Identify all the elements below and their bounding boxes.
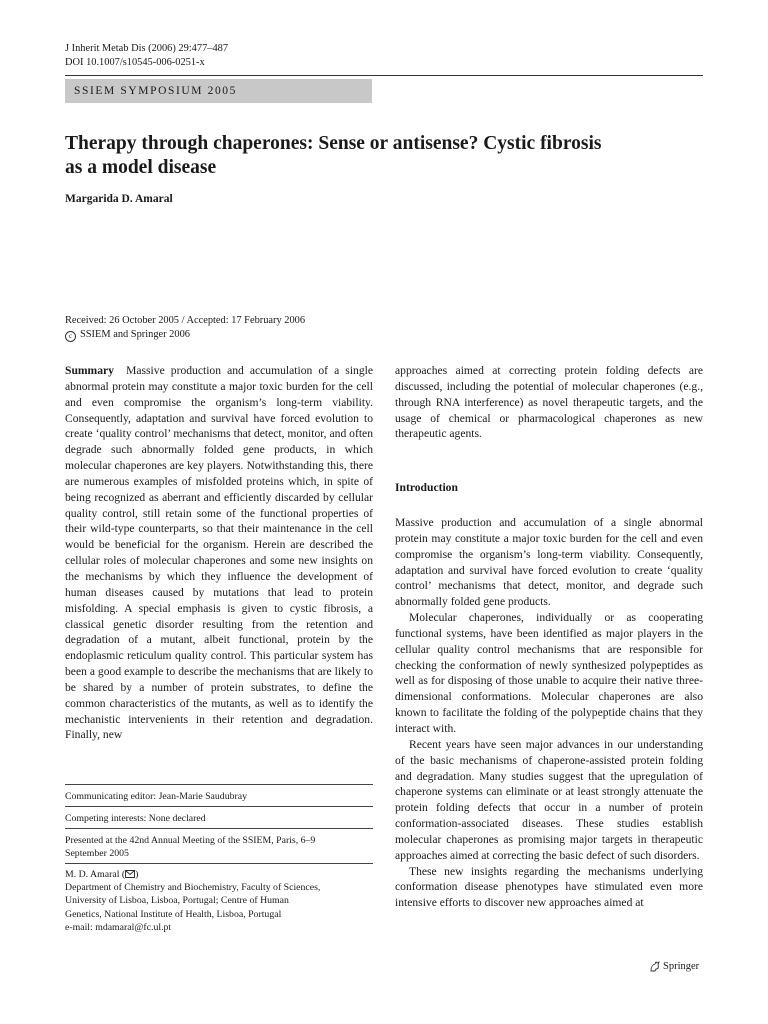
journal-citation [65,42,228,70]
title-line-1: Therapy through chaperones: Sense or antisense? Cystic fibrosis [65,133,602,154]
summary-text-right: approaches aimed at correcting protein folding defects are discussed, including the potential of molecular chaperones (e.g., through RNA interference) as novel therapeutic targets, and the usage of chemical or pharmacological chaperones as new therapeutic agents. [395,364,703,441]
affiliation-line-3: Genetics, National Institute of Health, Lisboa, Portugal [65,908,282,920]
summary-column-right [395,363,703,442]
affiliation-line-1: Department of Chemistry and Biochemistry, Faculty of Sciences, [65,882,321,894]
copyright-icon: c [65,331,76,342]
section-banner: SSIEM SYMPOSIUM 2005 [65,79,372,103]
author-email[interactable]: e-mail: mdamaral@fc.ul.pt [65,921,172,933]
introduction-body [395,515,703,911]
doi-line[interactable]: DOI 10.1007/s10545-006-0251-x [65,57,205,68]
footnote-rule-3 [65,828,373,829]
presented-at [65,834,373,860]
communicating-editor: Communicating editor: Jean-Marie Saudubray [65,791,248,802]
header-rule [65,75,703,76]
author-contact-line [65,868,373,881]
author-contact-name: M. D. Amaral ( [65,869,126,880]
publisher-mark [649,960,699,972]
affiliation-line-2: University of Lisboa, Lisboa, Portugal; Centre of Human [65,895,289,907]
title-line-2: as a model disease [65,157,217,178]
footnote-rule-2 [65,806,373,807]
intro-paragraph-3: Recent years have seen major advances in our understanding of the basic mechanisms of chaperone-assisted protein folding and degradation. Many studies suggest that the upregulation of chaperone systems can eliminate or at least strongly attenuate the protein folding defects that occur in a number of protein conformation-associated diseases. These studies establish molecular chaperones as promising major targets in therapeutic approaches aimed at correcting the basic defect of such disorders. [395,737,703,862]
summary-column-left [65,363,373,743]
journal-volume-line: J Inherit Metab Dis (2006) 29:477–487 [65,43,229,54]
presented-line-1: Presented at the 42nd Annual Meeting of the SSIEM, Paris, 6–9 [65,835,316,846]
springer-horse-icon [649,960,661,972]
article-dates [65,314,305,342]
article-title [65,132,685,180]
presented-line-2: September 2005 [65,848,129,860]
received-accepted: Received: 26 October 2005 / Accepted: 17 February 2006 [65,315,306,326]
footnote-rule-1 [65,784,373,785]
author-name: Margarida D. Amaral [65,193,173,205]
envelope-icon[interactable] [125,869,135,880]
intro-paragraph-4: These new insights regarding the mechanisms underlying conformation disease phenotypes have stimulated even more intensive efforts to discover new approaches aimed at [395,864,703,910]
author-affiliation [65,868,373,934]
copyright-text: SSIEM and Springer 2006 [80,329,190,340]
summary-label: Summary [65,364,114,377]
intro-paragraph-2: Molecular chaperones, individually or as cooperating functional systems, have been identified as major players in the cellular quality control mechanisms that are responsible for checking the conformation of newly synthesized polypeptides as well as for disposing of those unable to acquire their native three-dimensional conformations. Molecular chaperones are also known to facilitate the folding of the polypeptide chains that they interact with. [395,611,703,735]
author-contact-close: ) [135,869,139,880]
publisher-name: Springer [663,960,700,972]
intro-paragraph-1: Massive production and accumulation of a single abnormal protein may constitute a major toxic burden for the cell and even compromise the organism’s long-term viability. Consequently, adaptation and survival have forced evolution to create ‘quality control’ mechanisms that detect, monitor, and degrade such abnormally folded gene products. [395,516,703,609]
copyright-line [65,328,305,342]
introduction-heading: Introduction [395,481,458,494]
footnote-rule-4 [65,863,373,864]
summary-text-left: Massive production and accumulation of a single abnormal protein may constitute a major toxic burden for the cell and even compromise the organism’s long-term viability. Consequently, adaptation and survival have forced evolution to create ‘quality control’ mechanisms that detect, monitor, and often degrade such abnormally folded gene products, in which molecular chaperones are key players. Notwithstanding this, there are numerous examples of misfolded proteins which, in spite of being recognized as aberrant and efficiently discarded by cellular quality control, still retain some of the functional properties of their wild-type counterparts, so that their maintenance in the cell would be beneficial for the organism. Herein are described the cellular roles of molecular chaperones and some new insights on the mechanisms by which they influence the development of human diseases caused by mutations that lead to protein misfolding. A special emphasis is given to cystic fibrosis, a classical genetic disorder resulting from the retention and degradation of a mutant, albeit functional, protein by the endoplasmic reticulum quality control. This particular system has been a good example to describe the mechanisms that are likely to be shared by a number of protein substrates, to define the common characteristics of the mutants, as well as to identify the mechanistic intervenients in their retention and degradation. Finally, new [65,364,374,742]
competing-interests: Competing interests: None declared [65,813,206,824]
